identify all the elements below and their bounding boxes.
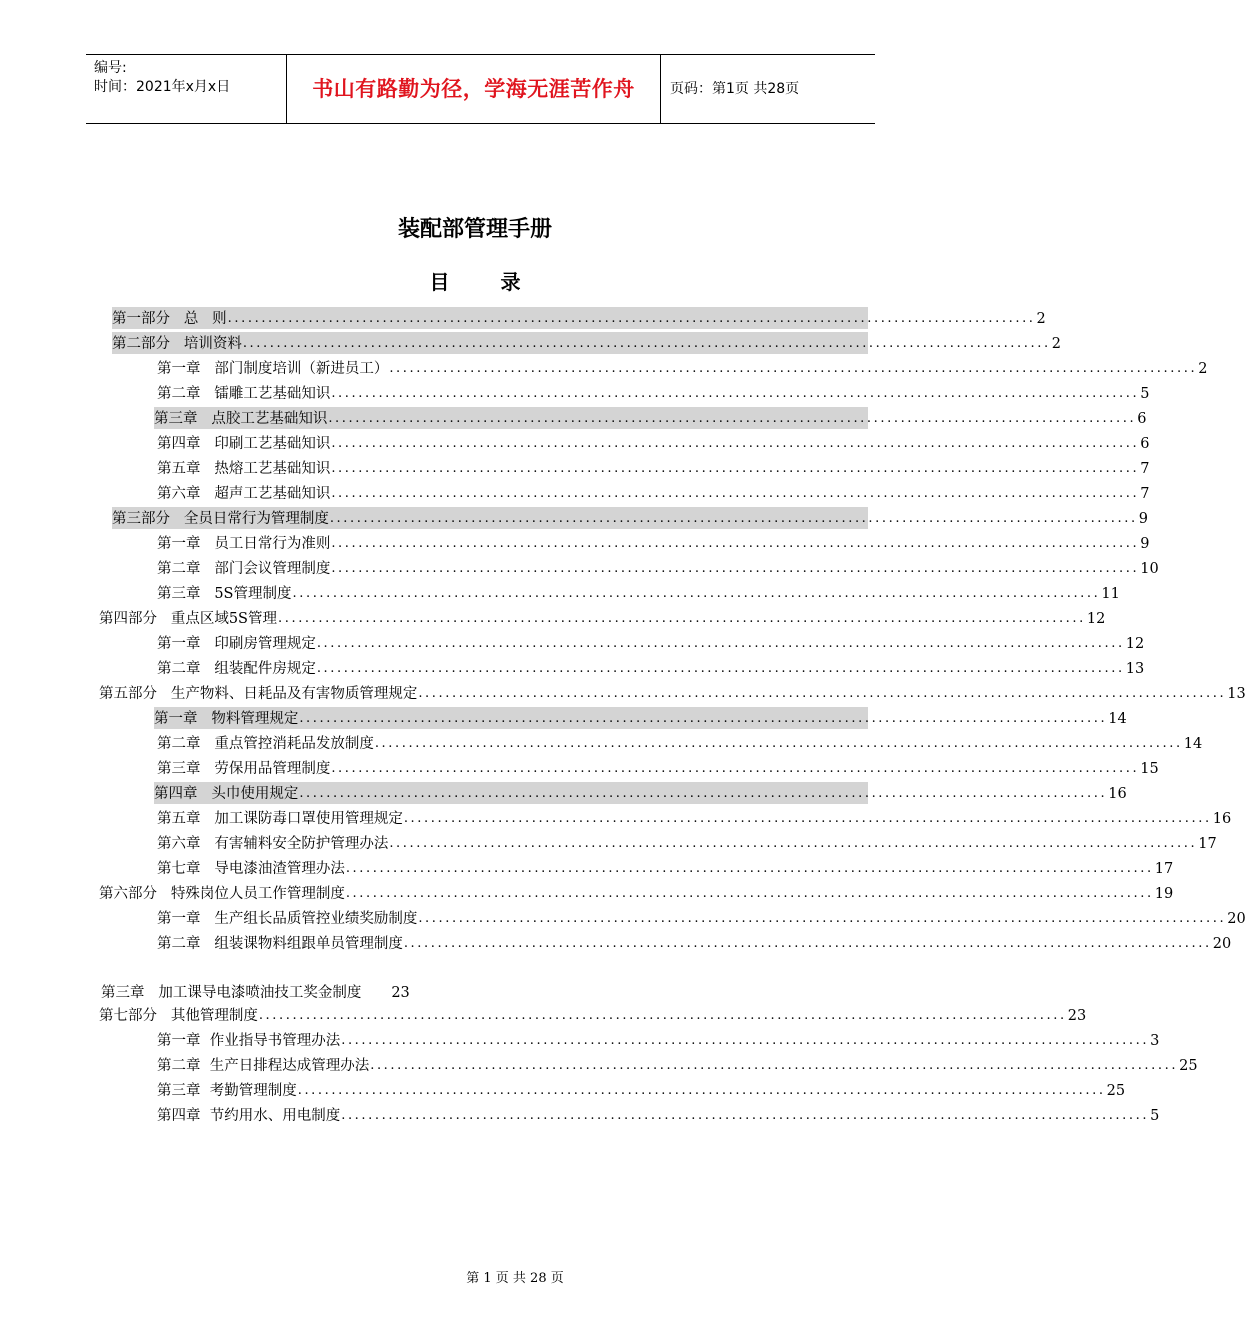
toc-leader-dots: ........................................................................................................................ xyxy=(389,361,1198,376)
toc-entry-label: 第二章 镭雕工艺基础知识 xyxy=(157,386,331,402)
toc-leader-dots: ........................................................................................................................ xyxy=(341,1108,1150,1123)
toc-entry[interactable] xyxy=(157,557,1159,579)
toc-entry[interactable] xyxy=(154,782,1127,804)
toc-entry[interactable] xyxy=(157,582,1120,604)
toc-entry[interactable] xyxy=(157,907,1246,929)
toc-entry-label: 第三章 5S管理制度 xyxy=(157,586,292,602)
toc-entry-label: 第一章 员工日常行为准则 xyxy=(157,536,331,552)
toc-leader-dots: ........................................................................................................................ xyxy=(331,386,1140,401)
toc-entry[interactable] xyxy=(157,382,1150,404)
toc-entry-label: 第三章 考勤管理制度 xyxy=(157,1083,297,1099)
toc-leader-dots: ........................................................................................................................ xyxy=(258,1008,1067,1023)
toc-entry-page: 17 xyxy=(1198,836,1217,852)
toc-entry[interactable] xyxy=(154,707,1127,729)
toc-entry[interactable] xyxy=(157,357,1208,379)
toc-leader-dots: ........................................................................................................................ xyxy=(370,1058,1179,1073)
toc-leader-dots: ........................................................................................................................ xyxy=(418,911,1227,926)
toc-entry-label: 第二章 重点管控消耗品发放制度 xyxy=(157,736,374,752)
toc-entry-page: 9 xyxy=(1140,536,1150,552)
toc-leader-dots: ........................................................................................................................ xyxy=(389,836,1198,851)
toc-entry-label: 第五部分 生产物料、日耗品及有害物质管理规定 xyxy=(99,686,418,702)
toc-leader-dots: ........................................................................................................................ xyxy=(331,761,1140,776)
time-label: 时间：2021年x月x日 xyxy=(94,79,231,95)
toc-leader-dots: ........................................................................................................................ xyxy=(292,586,1101,601)
toc-leader-dots: ........................................................................................................................ xyxy=(242,336,1051,351)
toc-entry-page: 9 xyxy=(1138,511,1148,527)
toc-leader-dots: ........................................................................................................................ xyxy=(418,686,1227,701)
toc-entry-page: 7 xyxy=(1140,461,1150,477)
toc-entry[interactable] xyxy=(112,507,1148,529)
toc-entry-label: 第五章 热熔工艺基础知识 xyxy=(157,461,331,477)
toc-entry[interactable] xyxy=(157,632,1145,654)
toc-entry-page: 5 xyxy=(1150,1108,1160,1124)
toc-entry-page: 16 xyxy=(1212,811,1232,827)
toc-entry-page: 7 xyxy=(1140,486,1150,502)
toc-entry[interactable] xyxy=(99,882,1174,904)
toc-leader-dots: ........................................................................................................................ xyxy=(331,436,1140,451)
toc-leader-dots: ........................................................................................................................ xyxy=(227,311,1036,326)
toc-entry-label: 第六章 超声工艺基础知识 xyxy=(157,486,331,502)
toc-entry[interactable] xyxy=(157,532,1150,554)
page-footer: 第 1 页 共 28 页 xyxy=(466,1271,564,1286)
plain-toc-entry xyxy=(101,981,410,1002)
number-label: 编号: xyxy=(94,60,127,76)
toc-leader-dots: ........................................................................................................................ xyxy=(345,886,1154,901)
toc-entry-page: 12 xyxy=(1125,636,1145,652)
toc-leader-dots: ........................................................................................................................ xyxy=(345,861,1154,876)
toc-entry[interactable] xyxy=(99,607,1106,629)
toc-entry-page: 11 xyxy=(1101,586,1120,602)
toc-entry-label: 第七章 导电漆油渣管理办法 xyxy=(157,861,345,877)
toc-leader-dots: ........................................................................................................................ xyxy=(331,486,1140,501)
toc-entry-label: 第二章 组装课物料组跟单员管理制度 xyxy=(157,936,403,952)
toc-leader-dots: ........................................................................................................................ xyxy=(316,636,1125,651)
header-page-label: 页码：第1页 共28页 xyxy=(670,81,800,97)
toc-entry[interactable] xyxy=(157,1079,1126,1101)
toc-entry-page: 15 xyxy=(1140,761,1159,777)
toc-entry-label: 第六章 有害辅料安全防护管理办法 xyxy=(157,836,389,852)
toc-entry-page: 2 xyxy=(1198,361,1208,377)
toc-entry-page: 19 xyxy=(1154,886,1174,902)
toc-entry-label: 第四部分 重点区域5S管理 xyxy=(99,611,277,627)
toc-entry[interactable] xyxy=(157,1104,1160,1126)
toc-entry-label: 第四章 头巾使用规定 xyxy=(154,786,299,802)
toc-entry[interactable] xyxy=(157,482,1150,504)
plain-toc-entry-page: 23 xyxy=(391,985,410,1001)
toc-entry-label: 第七部分 其他管理制度 xyxy=(99,1008,258,1024)
toc-leader-dots: ........................................................................................................................ xyxy=(278,611,1086,626)
toc-entry-label: 第一章 印刷房管理规定 xyxy=(157,636,316,652)
toc-entry-page: 12 xyxy=(1086,611,1106,627)
toc-entry[interactable] xyxy=(157,757,1159,779)
toc-entry-label: 第一章 作业指导书管理办法 xyxy=(157,1033,341,1049)
toc-entry-page: 2 xyxy=(1051,336,1061,352)
toc-entry[interactable] xyxy=(99,1004,1087,1026)
toc-leader-dots: ........................................................................................................................ xyxy=(403,936,1212,951)
toc-entry[interactable] xyxy=(157,932,1232,954)
toc-entry-label: 第四章 印刷工艺基础知识 xyxy=(157,436,331,452)
toc-entry-page: 2 xyxy=(1036,311,1046,327)
toc-leader-dots: ........................................................................................................................ xyxy=(329,511,1138,526)
toc-entry-label: 第二章 部门会议管理制度 xyxy=(157,561,331,577)
toc-entry-page: 5 xyxy=(1140,386,1150,402)
toc-entry-page: 23 xyxy=(1067,1008,1087,1024)
toc-entry-label: 第二章 组装配件房规定 xyxy=(157,661,316,677)
toc-entry-page: 14 xyxy=(1183,736,1203,752)
toc-leader-dots: ........................................................................................................................ xyxy=(316,661,1125,676)
toc-entry[interactable] xyxy=(112,307,1046,329)
toc-entry[interactable] xyxy=(157,657,1145,679)
toc-leader-dots: ........................................................................................................................ xyxy=(299,711,1108,726)
toc-entry[interactable] xyxy=(154,407,1147,429)
toc-entry-label: 第三章 劳保用品管理制度 xyxy=(157,761,331,777)
toc-entry-page: 6 xyxy=(1137,411,1147,427)
toc-entry-page: 6 xyxy=(1140,436,1150,452)
plain-toc-entry-label: 第三章 加工课导电漆喷油技工奖金制度 xyxy=(101,985,362,1001)
toc-entry-page: 16 xyxy=(1108,786,1127,802)
toc-entry[interactable] xyxy=(157,1054,1198,1076)
toc-entry-page: 17 xyxy=(1154,861,1174,877)
toc-leader-dots: ........................................................................................................................ xyxy=(374,736,1183,751)
toc-entry-page: 20 xyxy=(1212,936,1232,952)
toc-entry-label: 第一章 生产组长品质管控业绩奖励制度 xyxy=(157,911,418,927)
toc-entry[interactable] xyxy=(157,832,1217,854)
toc-entry-page: 20 xyxy=(1227,911,1246,927)
toc-entry-label: 第四章 节约用水、用电制度 xyxy=(157,1108,341,1124)
document-title: 装配部管理手册 xyxy=(397,217,552,242)
toc-entry-page: 13 xyxy=(1227,686,1246,702)
toc-entry[interactable] xyxy=(112,332,1061,354)
toc-entry[interactable] xyxy=(157,732,1203,754)
toc-entry[interactable] xyxy=(157,457,1150,479)
toc-leader-dots: ........................................................................................................................ xyxy=(331,536,1140,551)
toc-leader-dots: ........................................................................................................................ xyxy=(341,1033,1150,1048)
header-motto: 书山有路勤为径，学海无涯苦作舟 xyxy=(312,77,635,101)
toc-entry-page: 25 xyxy=(1179,1058,1198,1074)
toc-entry-label: 第二章 生产日排程达成管理办法 xyxy=(157,1058,370,1074)
toc-entry-label: 第三章 点胶工艺基础知识 xyxy=(154,411,328,427)
header-divider xyxy=(660,55,661,123)
toc-entry[interactable] xyxy=(99,682,1246,704)
toc-entry-label: 第三部分 全员日常行为管理制度 xyxy=(112,511,329,527)
toc-entry-label: 第五章 加工课防毒口罩使用管理规定 xyxy=(157,811,403,827)
toc-leader-dots: ........................................................................................................................ xyxy=(331,561,1140,576)
toc-entry[interactable] xyxy=(157,432,1150,454)
toc-heading: 目 录 xyxy=(429,270,543,294)
toc-leader-dots: ........................................................................................................................ xyxy=(328,411,1137,426)
toc-entry-page: 13 xyxy=(1125,661,1145,677)
toc-leader-dots: ........................................................................................................................ xyxy=(297,1083,1106,1098)
toc-entry-page: 3 xyxy=(1150,1033,1160,1049)
toc-entry-page: 14 xyxy=(1108,711,1127,727)
toc-entry-page: 25 xyxy=(1106,1083,1126,1099)
toc-entry-page: 10 xyxy=(1140,561,1159,577)
page-header xyxy=(86,54,875,124)
toc-leader-dots: ........................................................................................................................ xyxy=(331,461,1140,476)
toc-entry[interactable] xyxy=(157,857,1174,879)
toc-entry[interactable] xyxy=(157,807,1232,829)
toc-entry[interactable] xyxy=(157,1029,1160,1051)
toc-entry-label: 第一章 物料管理规定 xyxy=(154,711,299,727)
toc-entry-label: 第六部分 特殊岗位人员工作管理制度 xyxy=(99,886,345,902)
toc-entry-label: 第二部分 培训资料 xyxy=(112,336,242,352)
toc-leader-dots: ........................................................................................................................ xyxy=(403,811,1212,826)
toc-entry-label: 第一章 部门制度培训（新进员工） xyxy=(157,361,389,377)
toc-leader-dots: ........................................................................................................................ xyxy=(299,786,1108,801)
header-meta xyxy=(94,59,230,97)
toc-entry-label: 第一部分 总 则 xyxy=(112,311,227,327)
